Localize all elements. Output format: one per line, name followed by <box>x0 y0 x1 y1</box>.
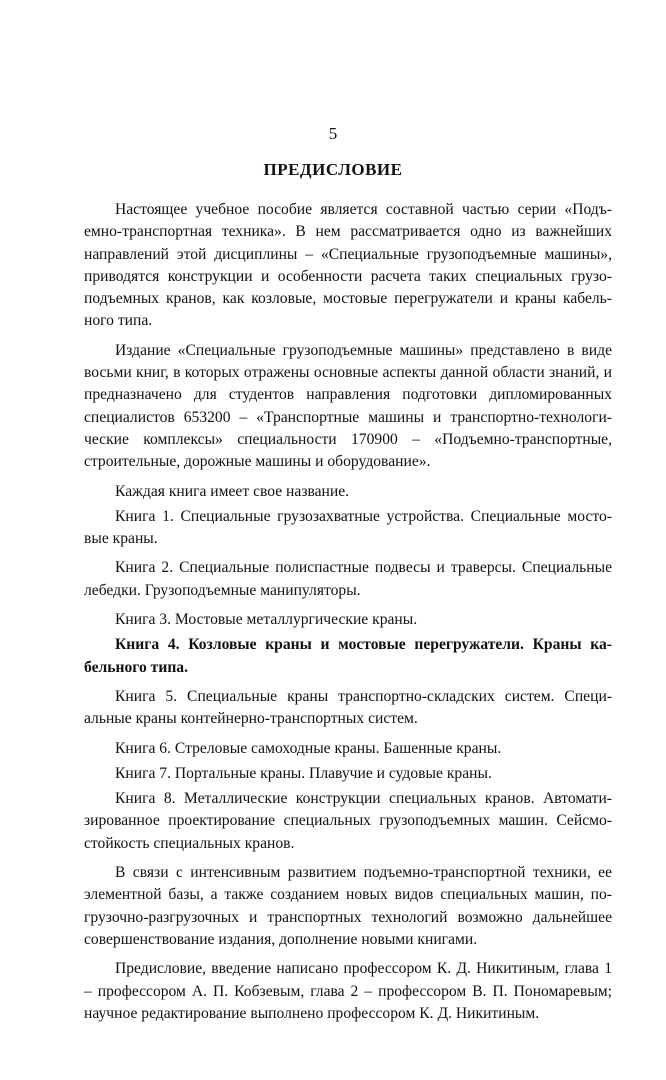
document-body <box>84 199 612 1032</box>
paragraph-books-intro: Каждая книга имеет свое название. <box>115 482 350 500</box>
paragraph-book-2: Книга 2. Специальные полиспастные подвесы и траверсы. Специальные лебедки. Грузоподъемные манипуляторы. <box>84 559 612 599</box>
page-number: 5 <box>328 124 338 143</box>
paragraph-book-1: Книга 1. Специальные грузозахватные устройства. Специальные мостовые краны. <box>84 507 612 548</box>
paragraph-book-6: Книга 6. Стреловые самоходные краны. Башенные краны. <box>115 739 502 757</box>
paragraph-book-7: Книга 7. Портальные краны. Плавучие и судовые краны. <box>115 764 492 782</box>
paragraph-authors: Предисловие, введение написано профессором К. Д. Никитиным, глава 1 – профессором А. П. Кобзевым, глава 2 – профессором В. П. Пономаревым; научное редактирование выполнено профессором К. Д. Никитиным. <box>84 960 612 1022</box>
paragraph-edition: Издание «Специальные грузоподъемные машины» представлено в виде восьми книг, в которых отражены основные аспекты данной области знаний, и предназначено для студентов направления подготовки дипломированных специалистов 653200 – «Транспортные машины и транспортно-технологические комплексы» специальности 170900 – «Подъемно-транспортные, строительные, дорожные машины и оборудование». <box>84 341 612 471</box>
paragraph-book-8: Книга 8. Металлические конструкции специальных кранов. Автоматизированное проектирование специальных грузоподъемных машин. Сейсмостойкость специальных кранов. <box>84 790 612 852</box>
paragraph-book-4: Книга 4. Козловые краны и мостовые перегружатели. Краны кабельного типа. <box>84 636 612 676</box>
paragraph-development: В связи с интенсивным развитием подъемно-транспортной техники, ее элементной базы, а также созданием новых видов специальных машин, погрузочно-разгрузочных и транспортных технологий возможно дальнейшее совершенствование издания, дополнение новыми книгами. <box>84 864 612 948</box>
paragraph-book-3: Книга 3. Мостовые металлургические краны. <box>115 611 418 629</box>
page-title: ПРЕДИСЛОВИЕ <box>263 160 403 179</box>
paragraph-intro: Настоящее учебное пособие является составной частью серии «Подъемно-транспортная техника». В нем рассматривается одно из важнейших направлений этой дисциплины – «Специальные грузоподъемные машины», приводятся конструкции и особенности расчета таких специальных грузоподъемных кранов, как козловые, мостовые перегружатели и краны кабельного типа. <box>84 201 612 330</box>
paragraph-book-5: Книга 5. Специальные краны транспортно-складских систем. Специальные краны контейнерно-транспортных систем. <box>84 687 612 728</box>
